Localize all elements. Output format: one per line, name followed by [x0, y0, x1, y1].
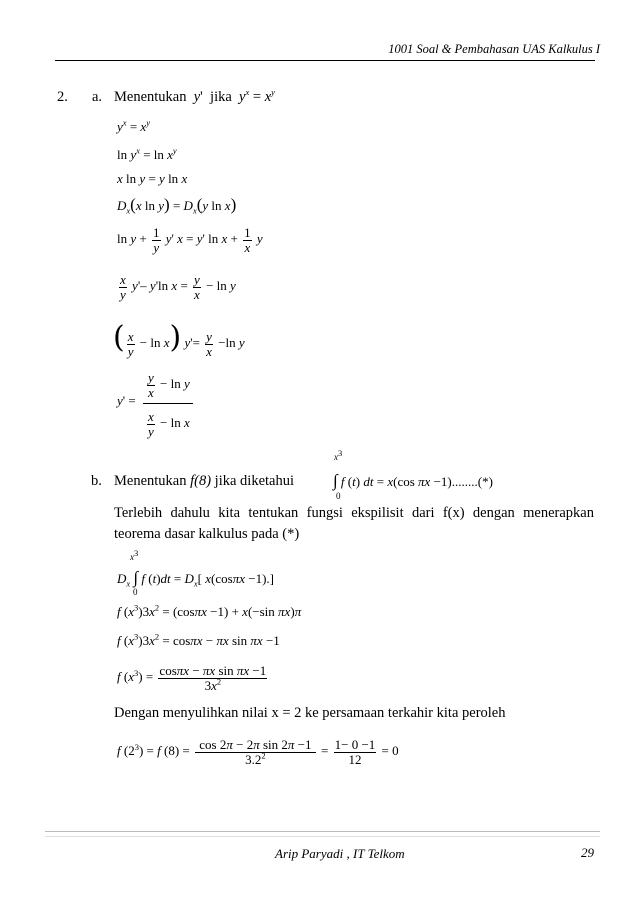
eq-a8-num: $\frac{y}{x}$ − ln y	[148, 370, 190, 400]
page-number: 29	[581, 845, 594, 860]
part-b-diketahui: jika diketahui	[214, 473, 294, 489]
footer-author: Arip Paryadi , IT Telkom	[275, 846, 405, 861]
eq-b5: f $(2^3) = f$ (8) = $\frac{\text{cos 2π − 2π sin 2π −1}}{3.2^2}$ = $\frac{1- 0 -1}{12}$ = 0	[117, 737, 399, 767]
eq-a6: $\frac{x}{y}$ y'– y'ln x = $\frac{y}{x}$ − ln y	[120, 272, 236, 302]
header-rule	[55, 60, 595, 61]
part-a-heading: Menentukan y' jika $y^x = x^y$	[114, 87, 275, 105]
eq-a4: $D_x(x$ $\ln y) = D_x(y$ ln x)	[117, 195, 237, 216]
eq-b-given: ∫ f (t) dt = x(cos πx −1)........(*)	[333, 471, 493, 490]
eq-a7: ( $\frac{x}{y}$ − ln x) y'= $\frac{y}{x}$ −ln y	[113, 320, 245, 359]
part-b-label: b.	[91, 473, 102, 489]
part-b-heading	[114, 474, 294, 489]
part-a-label: a.	[92, 89, 103, 105]
eq-a1: $y^x = x^y$	[117, 117, 150, 134]
part-a-intro: Menentukan	[114, 89, 187, 105]
eq-b4: f $(x^3)$ = $\frac{\text{cosπx − πx sin πx −1}}{3x^2}$	[117, 663, 267, 693]
int1-lower: 0	[336, 491, 341, 501]
eq-b3: f $(x^3)3x^2 = \cos\pi x - \pi x$ sin πx −1	[117, 631, 280, 648]
int1-upper: $x^3$	[334, 448, 343, 462]
part-b-f8: f(8)	[190, 473, 212, 489]
eq-a8-bar	[143, 403, 193, 404]
eq-a2: $\ln y^x = \ln x^y$	[117, 145, 177, 162]
int2-lower: 0	[133, 587, 138, 597]
eq-a3: x ln y = y ln x	[117, 171, 188, 186]
paragraph-2: Dengan menyulihkan nilai x = 2 ke persamaan terkahir kita peroleh	[114, 705, 506, 721]
problem-number: 2.	[57, 89, 68, 105]
running-header: 1001 Soal & Pembahasan UAS Kalkulus I	[388, 42, 600, 56]
eq-a8-den: $\frac{x}{y}$ − ln x	[148, 409, 190, 439]
eq-a5: ln y + $\frac{1}{y}$ y' x = y' ln x + $\frac{1}{x}$ y	[117, 225, 263, 255]
part-b-intro: Menentukan	[114, 473, 187, 489]
eq-b1: $D_x$ ∫ f $(t)dt = D_x$[ x(cosπx −1).]	[117, 568, 275, 589]
part-a-jika: jika	[210, 89, 232, 105]
int2-upper: $x^3$	[130, 548, 139, 562]
eq-a8-lhs: y' =	[117, 393, 136, 408]
paragraph-1: Terlebih dahulu kita tentukan fungsi ekspilisit dari f(x) dengan menerapkan teorema dasar kalkulus pada (*)	[114, 505, 594, 542]
footer-rule	[45, 831, 600, 837]
eq-b2: f $(x^3)3x^2 = (\cos\pi x -1) + x(-\sin$ πx)π	[117, 602, 302, 619]
